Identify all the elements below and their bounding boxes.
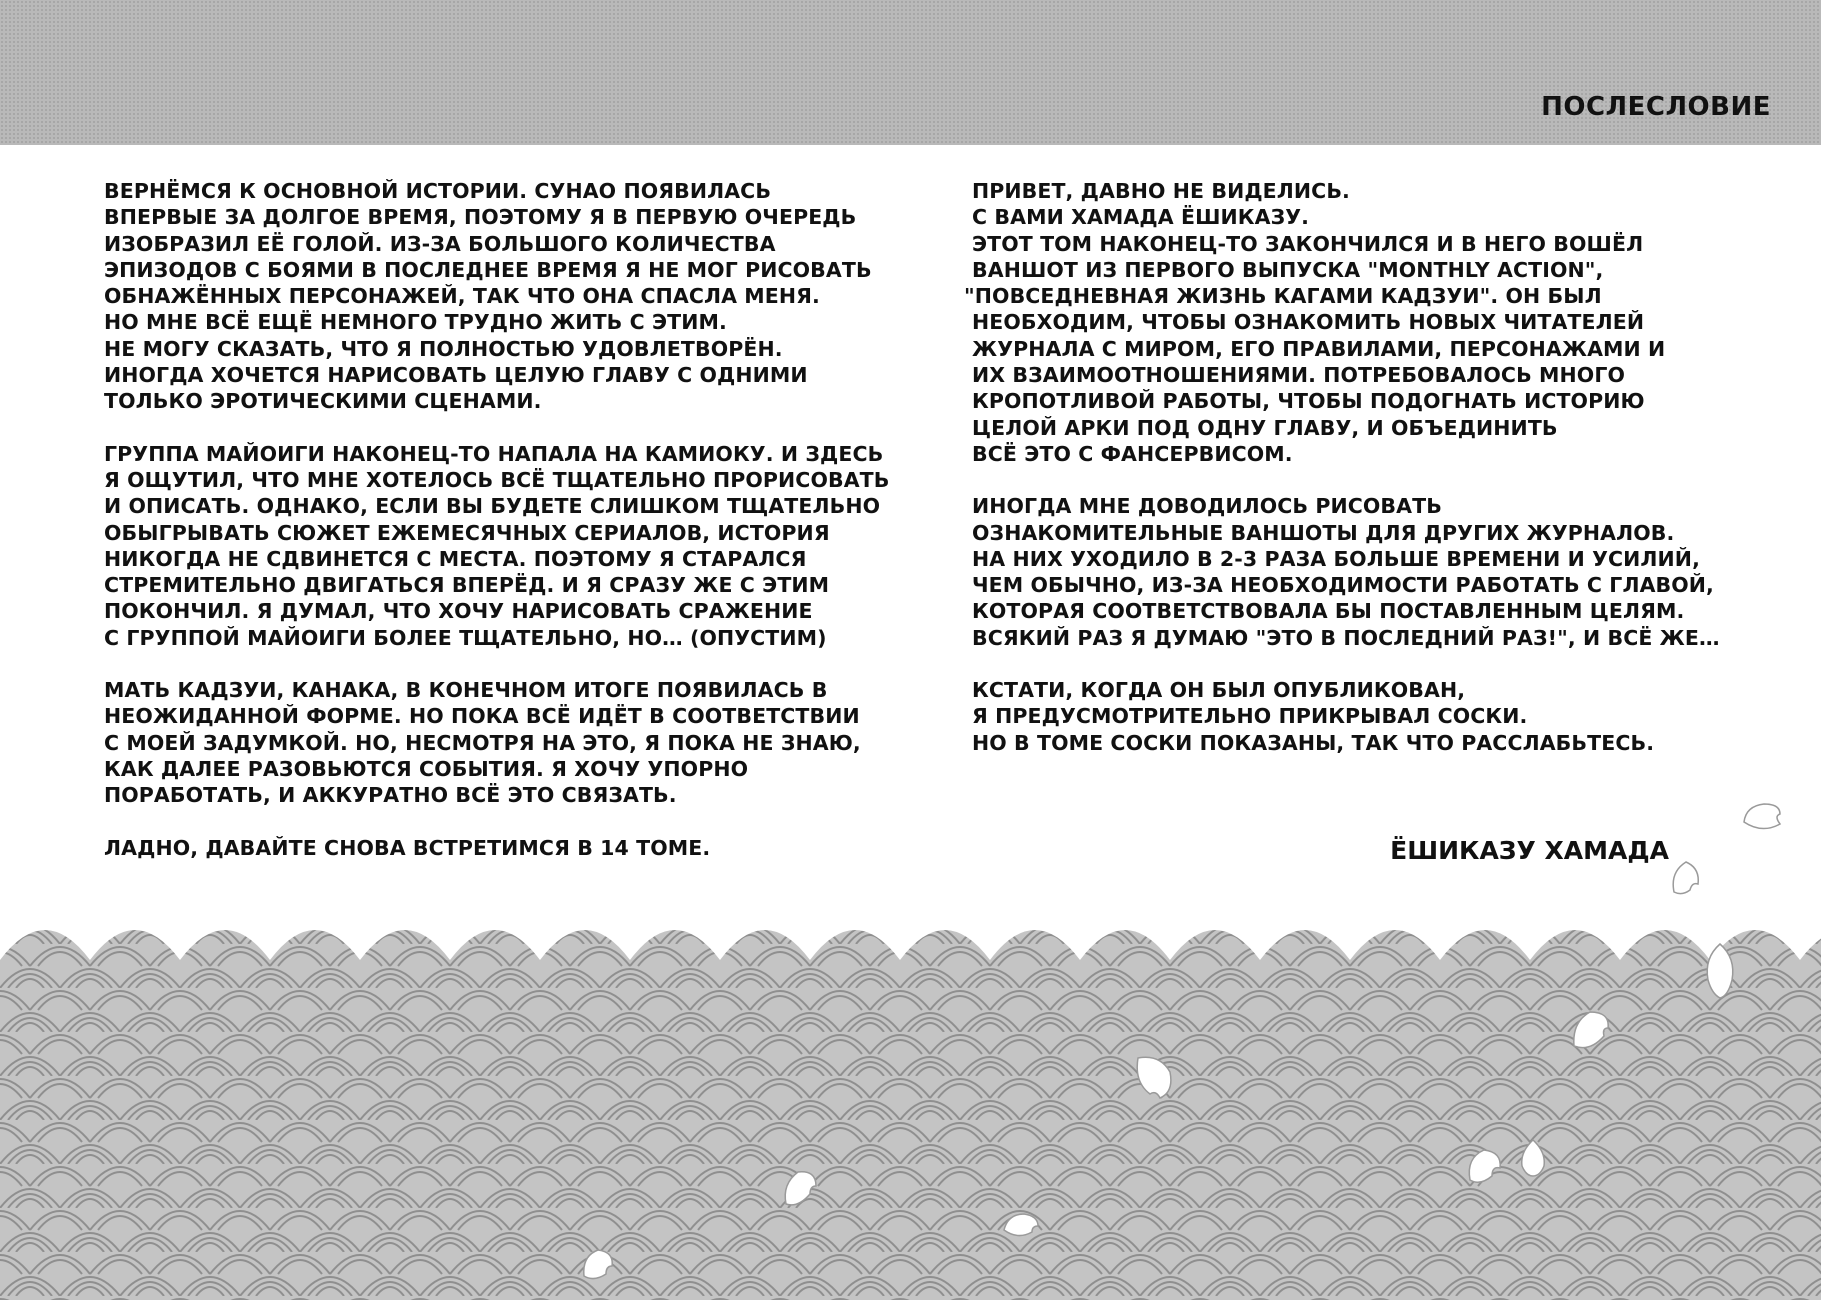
- text-line: КРОПОТЛИВОЙ РАБОТЫ, ЧТОБЫ ПОДОГНАТЬ ИСТОРИЮ: [972, 389, 1645, 414]
- text-line: ВПЕРВЫЕ ЗА ДОЛГОЕ ВРЕМЯ, ПОЭТОМУ Я В ПЕРВУЮ ОЧЕРЕДЬ: [104, 205, 857, 230]
- petal-icon: [1000, 1210, 1042, 1242]
- header-band: [0, 0, 1821, 145]
- text-line: НИКОГДА НЕ СДВИНЕТСЯ С МЕСТА. ПОЭТОМУ Я СТАРАЛСЯ: [104, 546, 807, 571]
- petal-icon: [1668, 858, 1702, 898]
- petal-icon: [1700, 940, 1740, 1002]
- text-line: ИНОГДА ХОЧЕТСЯ НАРИСОВАТЬ ЦЕЛУЮ ГЛАВУ С ОДНИМИ: [104, 363, 808, 388]
- text-line: ЧЕМ ОБЫЧНО, ИЗ-ЗА НЕОБХОДИМОСТИ РАБОТАТЬ С ГЛАВОЙ,: [972, 573, 1714, 598]
- paragraph: [104, 441, 924, 651]
- text-line: КСТАТИ, КОГДА ОН БЫЛ ОПУБЛИКОВАН,: [972, 678, 1466, 703]
- text-line: ТОЛЬКО ЭРОТИЧЕСКИМИ СЦЕНАМИ.: [104, 389, 542, 414]
- page-title: ПОСЛЕСЛОВИЕ: [1541, 92, 1771, 122]
- seigaiha-wave-pattern: [0, 900, 1821, 1300]
- text-line: ВАНШОТ ИЗ ПЕРВОГО ВЫПУСКА "MONTHLY ACTION",: [972, 257, 1604, 282]
- text-line: НО В ТОМЕ СОСКИ ПОКАЗАНЫ, ТАК ЧТО РАССЛАБЬТЕСЬ.: [972, 730, 1655, 755]
- text-line: МАТЬ КАДЗУИ, КАНАКА, В КОНЕЧНОМ ИТОГЕ ПОЯВИЛАСЬ В: [104, 678, 828, 703]
- text-line: СТРЕМИТЕЛЬНО ДВИГАТЬСЯ ВПЕРЁД. И Я СРАЗУ ЖЕ С ЭТИМ: [104, 573, 830, 598]
- text-line: "ПОВСЕДНЕВНАЯ ЖИЗНЬ КАГАМИ КАДЗУИ". ОН БЫЛ: [964, 284, 1602, 309]
- text-line: КАК ДАЛЕЕ РАЗОВЬЮТСЯ СОБЫТИЯ. Я ХОЧУ УПОРНО: [104, 756, 749, 781]
- petal-icon: [1568, 1006, 1614, 1054]
- text-line: ЭПИЗОДОВ С БОЯМИ В ПОСЛЕДНЕЕ ВРЕМЯ Я НЕ МОГ РИСОВАТЬ: [104, 257, 872, 282]
- text-line: С МОЕЙ ЗАДУМКОЙ. НО, НЕСМОТРЯ НА ЭТО, Я ПОКА НЕ ЗНАЮ,: [104, 730, 861, 755]
- paragraph: [104, 835, 924, 861]
- text-line: ИНОГДА МНЕ ДОВОДИЛОСЬ РИСОВАТЬ: [972, 494, 1442, 519]
- text-line: ОЗНАКОМИТЕЛЬНЫЕ ВАНШОТЫ ДЛЯ ДРУГИХ ЖУРНАЛОВ.: [972, 520, 1675, 545]
- text-line: И ОПИСАТЬ. ОДНАКО, ЕСЛИ ВЫ БУДЕТЕ СЛИШКОМ ТЩАТЕЛЬНО: [104, 494, 881, 519]
- text-line: ИХ ВЗАИМООТНОШЕНИЯМИ. ПОТРЕБОВАЛОСЬ МНОГО: [972, 363, 1626, 388]
- text-line: ЖУРНАЛА С МИРОМ, ЕГО ПРАВИЛАМИ, ПЕРСОНАЖАМИ И: [972, 336, 1666, 361]
- left-text-column: [104, 178, 924, 887]
- paragraph: [972, 493, 1792, 651]
- text-line: С ВАМИ ХАМАДА ЁШИКАЗУ.: [972, 205, 1310, 230]
- petal-icon: [780, 1166, 822, 1210]
- text-line: ВСЁ ЭТО С ФАНСЕРВИСОМ.: [972, 441, 1293, 466]
- text-line: ПОРАБОТАТЬ, И АККУРАТНО ВСЁ ЭТО СВЯЗАТЬ.: [104, 783, 677, 808]
- text-line: КОТОРАЯ СООТВЕТСТВОВАЛА БЫ ПОСТАВЛЕННЫМ ЦЕЛЯМ.: [972, 599, 1685, 624]
- text-line: ВСЯКИЙ РАЗ Я ДУМАЮ "ЭТО В ПОСЛЕДНИЙ РАЗ!", И ВСЁ ЖЕ…: [972, 625, 1720, 650]
- paragraph: [104, 677, 924, 808]
- text-line: ОБЫГРЫВАТЬ СЮЖЕТ ЕЖЕМЕСЯЧНЫХ СЕРИАЛОВ, ИСТОРИЯ: [104, 520, 830, 545]
- text-line: ИЗОБРАЗИЛ ЕЁ ГОЛОЙ. ИЗ-ЗА БОЛЬШОГО КОЛИЧЕСТВА: [104, 231, 776, 256]
- author-signature: ЁШИКАЗУ ХАМАДА: [1390, 836, 1669, 865]
- text-line: НА НИХ УХОДИЛО В 2-3 РАЗА БОЛЬШЕ ВРЕМЕНИ И УСИЛИЙ,: [972, 546, 1700, 571]
- petal-icon: [1462, 1144, 1506, 1188]
- text-line: Я ОЩУТИЛ, ЧТО МНЕ ХОТЕЛОСЬ ВСЁ ТЩАТЕЛЬНО ПРОРИСОВАТЬ: [104, 467, 890, 492]
- text-line: С ГРУППОЙ МАЙОИГИ БОЛЕЕ ТЩАТЕЛЬНО, НО… (ОПУСТИМ): [104, 625, 827, 650]
- text-line: Я ПРЕДУСМОТРИТЕЛЬНО ПРИКРЫВАЛ СОСКИ.: [972, 704, 1528, 729]
- paragraph: [964, 178, 1792, 467]
- text-line: ЭТОТ ТОМ НАКОНЕЦ-ТО ЗАКОНЧИЛСЯ И В НЕГО ВОШЁЛ: [972, 231, 1644, 256]
- petal-icon: [578, 1244, 618, 1284]
- right-text-column: [964, 178, 1792, 782]
- text-line: НЕ МОГУ СКАЗАТЬ, ЧТО Я ПОЛНОСТЬЮ УДОВЛЕТВОРЁН.: [104, 336, 783, 361]
- text-line: НО МНЕ ВСЁ ЕЩЁ НЕМНОГО ТРУДНО ЖИТЬ С ЭТИМ.: [104, 310, 727, 335]
- text-line: ЛАДНО, ДАВАЙТЕ СНОВА ВСТРЕТИМСЯ В 14 ТОМЕ.: [104, 835, 711, 860]
- petal-icon: [1518, 1136, 1548, 1180]
- paragraph: [972, 677, 1792, 756]
- text-line: НЕОБХОДИМ, ЧТОБЫ ОЗНАКОМИТЬ НОВЫХ ЧИТАТЕЛЕЙ: [972, 310, 1645, 335]
- paragraph: [104, 178, 924, 415]
- text-line: ПОКОНЧИЛ. Я ДУМАЛ, ЧТО ХОЧУ НАРИСОВАТЬ СРАЖЕНИЕ: [104, 599, 813, 624]
- text-line: ОБНАЖЁННЫХ ПЕРСОНАЖЕЙ, ТАК ЧТО ОНА СПАСЛА МЕНЯ.: [104, 284, 820, 309]
- text-line: ЦЕЛОЙ АРКИ ПОД ОДНУ ГЛАВУ, И ОБЪЕДИНИТЬ: [972, 415, 1558, 440]
- petal-icon: [1130, 1052, 1178, 1104]
- text-line: ВЕРНЁМСЯ К ОСНОВНОЙ ИСТОРИИ. СУНАО ПОЯВИЛАСЬ: [104, 179, 772, 203]
- text-line: ГРУППА МАЙОИГИ НАКОНЕЦ-ТО НАПАЛА НА КАМИОКУ. И ЗДЕСЬ: [104, 441, 884, 466]
- petal-icon: [1740, 800, 1784, 836]
- text-line: ПРИВЕТ, ДАВНО НЕ ВИДЕЛИСЬ.: [972, 179, 1350, 203]
- text-line: НЕОЖИДАННОЙ ФОРМЕ. НО ПОКА ВСЁ ИДЁТ В СООТВЕТСТВИИ: [104, 704, 860, 729]
